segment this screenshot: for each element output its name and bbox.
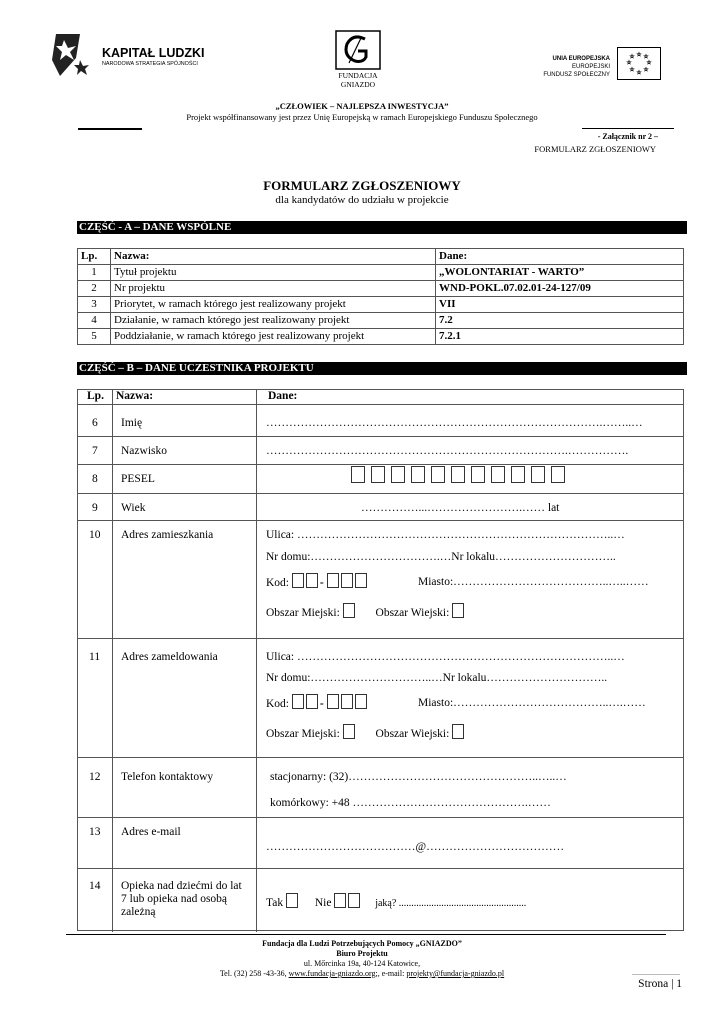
gniazdo-label-2: GNIAZDO — [340, 80, 376, 89]
urban-label: Obszar Miejski: — [266, 607, 340, 619]
kapital-ludzki-logo — [50, 30, 220, 85]
pesel-digit-box[interactable] — [371, 466, 385, 483]
gniazdo-logo — [335, 30, 381, 92]
postcode-label: Kod: — [266, 577, 289, 589]
pesel-digit-box[interactable] — [411, 466, 425, 483]
col-lp: Lp. — [78, 249, 111, 265]
urban-checkbox[interactable] — [343, 603, 355, 618]
row-divider — [78, 436, 683, 437]
row-divider — [78, 868, 683, 869]
svg-text:★: ★ — [643, 54, 649, 60]
pesel-digit-box[interactable] — [551, 466, 565, 483]
col-lp: Lp. — [87, 390, 104, 402]
section-b-heading: CZĘŚĆ – B – DANE UCZESTNIKA PROJEKTU — [77, 362, 687, 375]
svg-text:★: ★ — [626, 60, 632, 66]
care-label-line-2: 7 lub opieka nad osobą — [121, 893, 228, 905]
eu-flag-icon — [617, 47, 661, 80]
table-row — [78, 297, 684, 313]
row-lp: 12 — [89, 771, 101, 783]
row-lp: 3 — [78, 297, 111, 313]
email-label: Adres e-mail — [121, 826, 181, 838]
residence-house-field[interactable]: Nr domu:…………………………….…Nr lokalu………………………….. — [266, 551, 616, 563]
footer-contact — [0, 969, 724, 979]
postcode-label: Kod: — [266, 698, 289, 710]
urban-label: Obszar Miejski: — [266, 728, 340, 740]
registered-house-field[interactable]: Nr domu:…………………………..…Nr lokalu………………………….. — [266, 672, 608, 684]
row-name: Priorytet, w ramach którego jest realizowany projekt — [111, 297, 436, 313]
eu-line-2: EUROPEJSKI — [571, 64, 610, 70]
no-label: Nie — [314, 897, 332, 909]
svg-text:★: ★ — [646, 60, 652, 66]
col-name: Nazwa: — [111, 249, 436, 265]
first-name-field[interactable]: …………………………………………………………………………….……..… — [266, 417, 643, 429]
row-lp: 4 — [78, 313, 111, 329]
row-lp: 11 — [89, 651, 101, 663]
footer-org: Fundacja dla Ludzi Potrzebujących Pomocy „GNIAZDO” — [262, 939, 462, 948]
care-label-line-1: Opieka nad dziećmi do lat — [121, 880, 242, 892]
residence-city-field[interactable]: Miasto:…………………………………..…..…… — [418, 576, 649, 588]
row-lp: 8 — [92, 473, 98, 485]
last-name-label: Nazwisko — [121, 445, 167, 457]
care-options — [266, 893, 526, 909]
eu-line-1: UNIA EUROPEJSKA — [552, 56, 610, 62]
section-b-table — [77, 389, 684, 931]
footer-address: ul. Mőrcinka 19a, 40-124 Katowice, — [303, 959, 421, 968]
postcode-box[interactable] — [327, 573, 339, 588]
pesel-label: PESEL — [121, 473, 155, 485]
registered-street-field[interactable]: Ulica: ………………………………………………………………………..… — [266, 651, 625, 663]
header-divider-right — [582, 128, 674, 129]
attachment-form-name: FORMULARZ ZGŁOSZENIOWY — [534, 144, 656, 154]
row-lp: 9 — [92, 502, 98, 514]
pesel-digit-box[interactable] — [531, 466, 545, 483]
residence-address-label: Adres zamieszkania — [121, 529, 214, 541]
row-data: 7.2 — [436, 313, 684, 329]
footer-tel: Tel. (32) 258 -43-36, — [219, 969, 289, 978]
footer-divider — [66, 934, 666, 935]
age-field[interactable]: ……………...…………………….…… lat — [361, 502, 560, 514]
gniazdo-label-1: FUNDACJA — [338, 71, 378, 80]
row-name: Poddziałanie, w ramach którego jest realizowany projekt — [111, 329, 436, 345]
row-data: 7.2.1 — [436, 329, 684, 345]
pesel-digit-box[interactable] — [451, 466, 465, 483]
row-divider — [78, 493, 683, 494]
postcode-box[interactable] — [306, 694, 318, 709]
svg-text:★: ★ — [636, 70, 642, 76]
row-lp: 2 — [78, 281, 111, 297]
row-divider — [78, 520, 683, 521]
postcode-box[interactable] — [327, 694, 339, 709]
pesel-digit-box[interactable] — [471, 466, 485, 483]
table-row — [78, 313, 684, 329]
row-lp: 10 — [89, 529, 101, 541]
cofinancing-note: Projekt współfinansowany jest przez Unię Europejską w ramach Europejskiego Funduszu Społecznego — [186, 112, 538, 122]
col-data: Dane: — [436, 249, 684, 265]
postcode-box[interactable] — [355, 694, 367, 709]
postcode-box[interactable] — [292, 694, 304, 709]
no-checkbox[interactable] — [334, 893, 346, 908]
postcode-box[interactable] — [341, 573, 353, 588]
table-row — [78, 329, 684, 345]
landline-field[interactable]: stacjonarny: (32)…………………………………………..…..… — [270, 771, 567, 783]
row-lp: 1 — [78, 265, 111, 281]
postcode-box[interactable] — [355, 573, 367, 588]
care-label-line-3: zależną — [121, 906, 156, 918]
registered-address-label: Adres zameldowania — [121, 651, 218, 663]
footer-email-link[interactable]: projekty@fundacja-gniazdo.pl — [406, 969, 505, 978]
registered-area — [266, 724, 466, 740]
residence-area — [266, 603, 466, 619]
phone-label: Telefon kontaktowy — [121, 771, 214, 783]
col-data: Dane: — [268, 390, 298, 402]
pesel-digit-box[interactable] — [391, 466, 405, 483]
footer-website-link[interactable]: www.fundacja-gniazdo.org — [288, 969, 376, 978]
kl-title: KAPITAŁ LUDZKI — [102, 46, 205, 60]
row-name: Działanie, w ramach którego jest realizowany projekt — [111, 313, 436, 329]
table-row — [78, 281, 684, 297]
registered-city-field[interactable]: Miasto:…………………………………..….…… — [418, 697, 646, 709]
first-name-label: Imię — [121, 417, 143, 429]
mobile-field[interactable]: komórkowy: +48 ……………………………………….…… — [270, 797, 551, 809]
pesel-boxes[interactable] — [351, 466, 571, 486]
table-row — [78, 265, 684, 281]
eu-line-3: FUNDUSZ SPOŁECZNY — [543, 72, 610, 78]
pesel-digit-box[interactable] — [491, 466, 505, 483]
email-field[interactable]: …………………………………@……………………………… — [266, 841, 565, 853]
rural-checkbox[interactable] — [452, 603, 464, 618]
row-divider — [78, 638, 683, 639]
page-number-divider — [632, 974, 680, 975]
page-number: Strona | 1 — [638, 978, 682, 990]
row-divider — [78, 404, 683, 405]
svg-text:★: ★ — [629, 54, 635, 60]
footer-sep: ;, e-mail: — [375, 969, 407, 978]
residence-street-field[interactable]: Ulica: ………………………………………………………………………..… — [266, 529, 625, 541]
eu-text — [543, 55, 610, 79]
footer-office: Biuro Projektu — [336, 949, 388, 958]
row-lp: 13 — [89, 826, 101, 838]
section-a-heading: CZĘŚĆ - A – DANE WSPÓLNE — [77, 221, 687, 234]
postcode-box[interactable] — [341, 694, 353, 709]
svg-text:★: ★ — [643, 67, 649, 73]
col-name: Nazwa: — [116, 390, 154, 402]
postcode-box[interactable] — [292, 573, 304, 588]
attachment-label: - Załącznik nr 2 – — [597, 132, 658, 141]
pesel-digit-box[interactable] — [511, 466, 525, 483]
col-divider — [256, 390, 257, 932]
care-label — [121, 880, 242, 919]
postcode-box[interactable] — [306, 573, 318, 588]
kapital-ludzki-emblem-icon — [50, 30, 94, 80]
form-subtitle: dla kandydatów do udziału w projekcie — [275, 194, 449, 206]
row-divider — [78, 464, 683, 465]
urban-checkbox[interactable] — [343, 724, 355, 739]
section-a-table — [77, 248, 684, 345]
table-header-row — [78, 249, 684, 265]
kl-subtitle: NARODOWA STRATEGIA SPÓJNOŚCI — [102, 61, 198, 67]
yes-label: Tak — [266, 897, 284, 909]
row-divider — [78, 757, 683, 758]
row-lp: 6 — [92, 417, 98, 429]
row-data: WND-POKL.07.02.01-24-127/09 — [436, 281, 684, 297]
svg-text:★: ★ — [629, 67, 635, 73]
age-label: Wiek — [121, 502, 146, 514]
pesel-digit-box[interactable] — [431, 466, 445, 483]
row-lp: 5 — [78, 329, 111, 345]
form-title: FORMULARZ ZGŁOSZENIOWY — [263, 178, 461, 193]
rural-label: Obszar Wiejski: — [375, 607, 450, 619]
residence-postcode[interactable] — [266, 573, 369, 589]
slogan: „CZŁOWIEK – NAJLEPSZA INWESTYCJA” — [275, 101, 449, 111]
rural-checkbox[interactable] — [452, 724, 464, 739]
row-divider — [78, 817, 683, 818]
care-which-field[interactable]: jaką? ................................................... — [375, 898, 527, 909]
registered-postcode[interactable] — [266, 694, 369, 710]
postcode-dash: - — [319, 698, 324, 710]
row-lp: 7 — [92, 445, 98, 457]
rural-label: Obszar Wiejski: — [375, 728, 450, 740]
no-checkbox-2[interactable] — [348, 893, 360, 908]
svg-text:★: ★ — [636, 52, 642, 58]
col-divider — [112, 390, 113, 932]
postcode-dash: - — [319, 577, 324, 589]
pesel-digit-box[interactable] — [351, 466, 365, 483]
row-name: Tytuł projektu — [111, 265, 436, 281]
gniazdo-emblem-icon — [335, 30, 381, 70]
last-name-field[interactable]: …………………………………………………………………….……………. — [266, 445, 629, 457]
header-divider — [78, 128, 142, 130]
row-lp: 14 — [89, 880, 101, 892]
row-data: „WOLONTARIAT - WARTO” — [436, 265, 684, 281]
row-name: Nr projektu — [111, 281, 436, 297]
row-data: VII — [436, 297, 684, 313]
yes-checkbox[interactable] — [286, 893, 298, 908]
